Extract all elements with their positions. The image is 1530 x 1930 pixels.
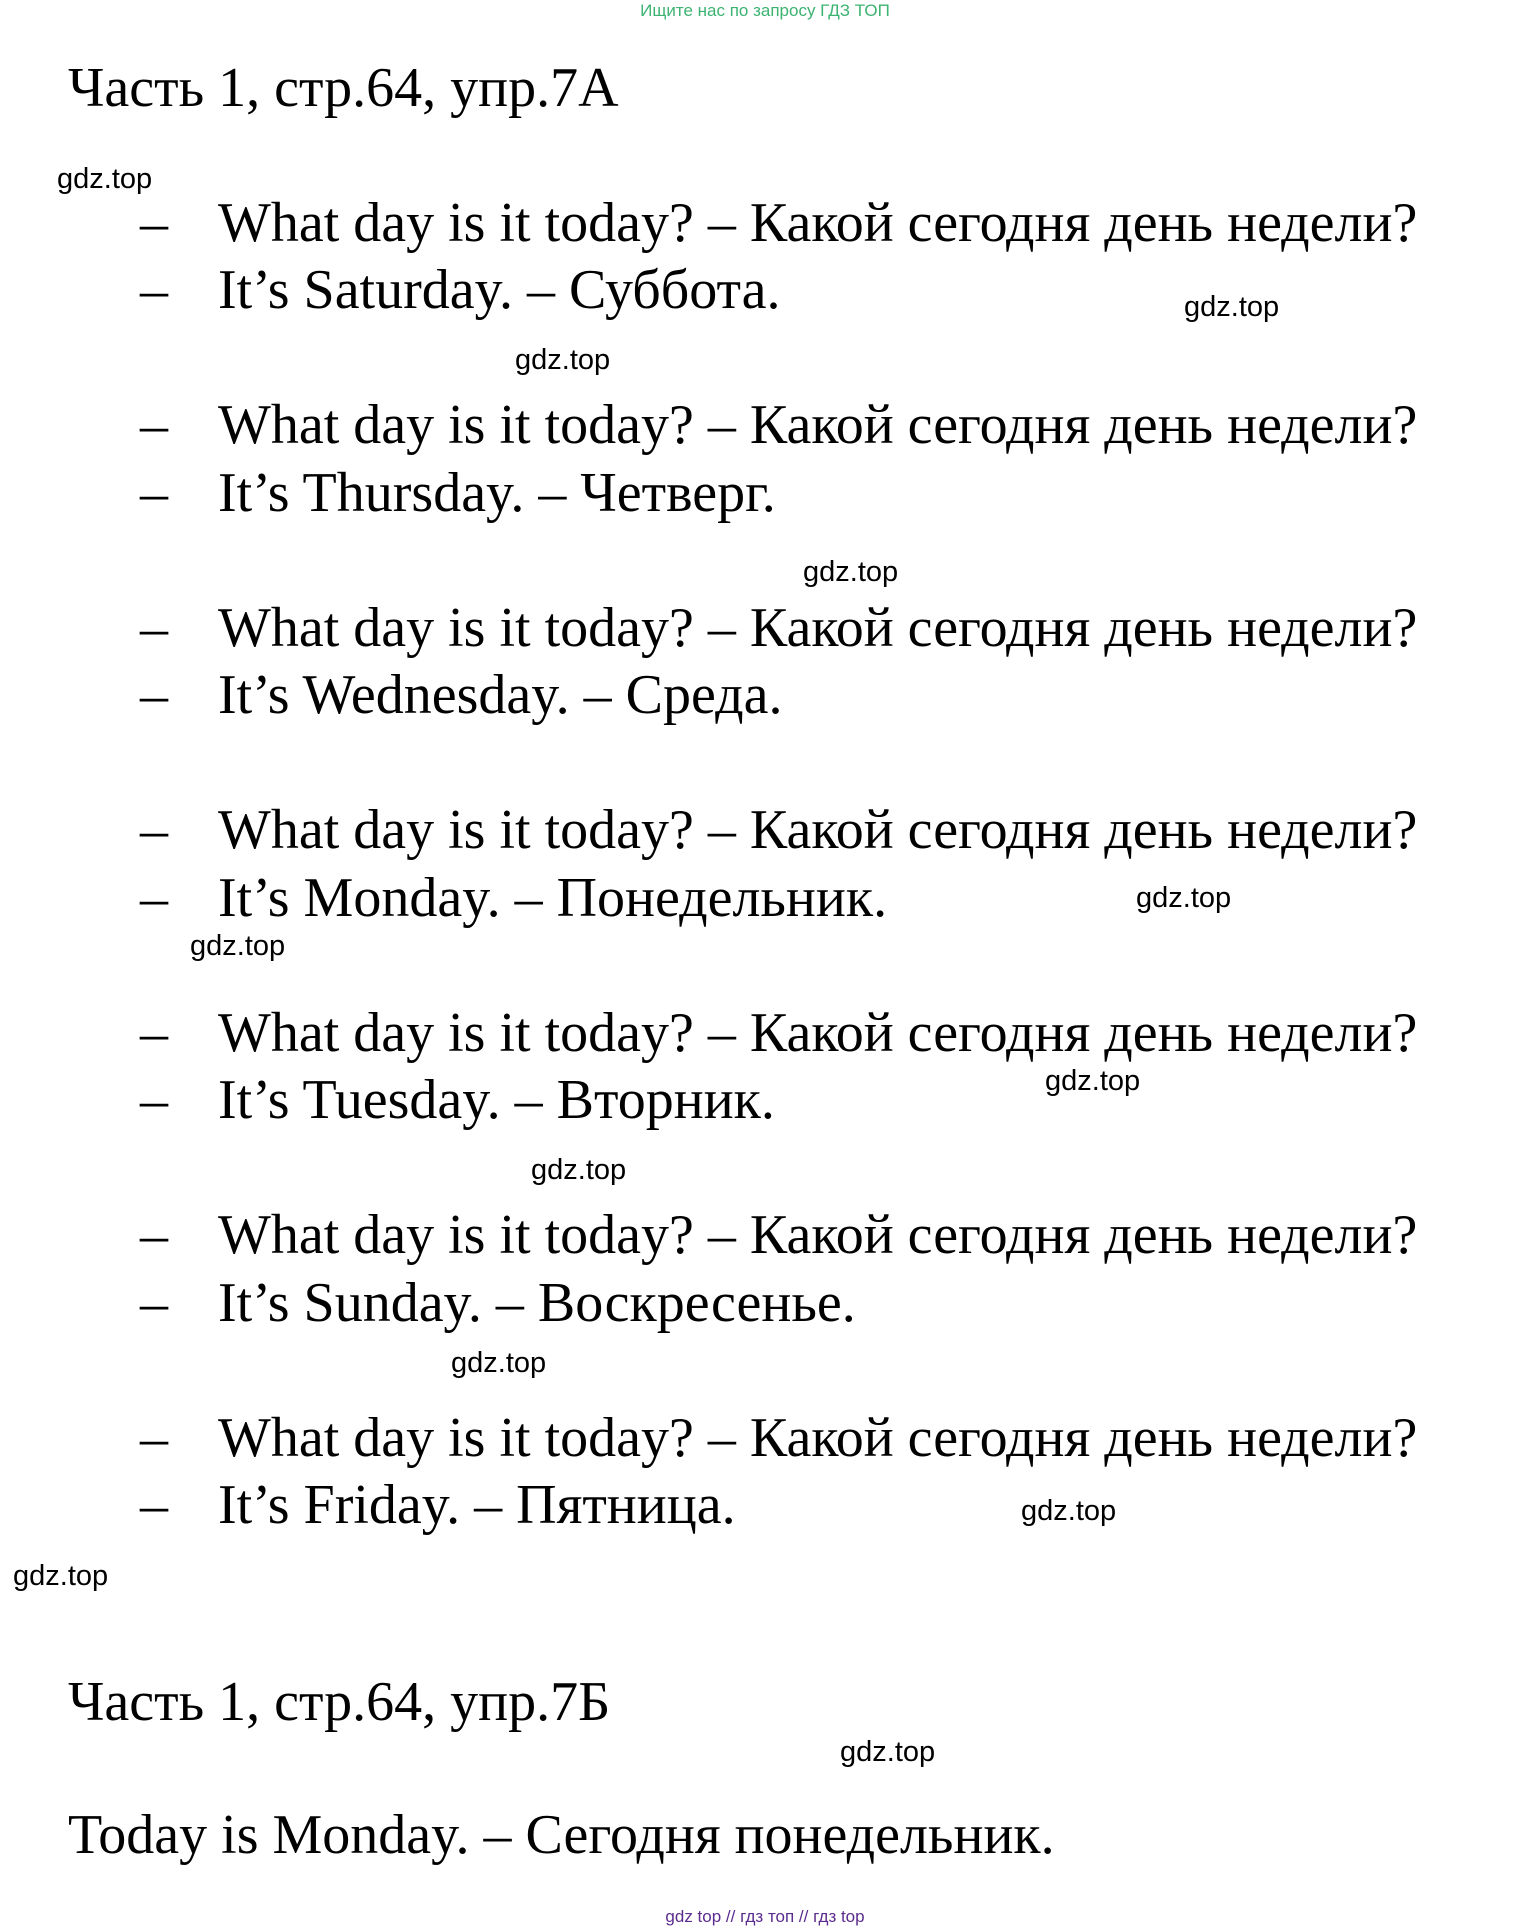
footer: gdz top // гдз топ // гдз top [665,1907,865,1926]
dash: – [140,597,168,659]
dash: – [140,259,168,321]
watermark: gdz.top [1184,291,1280,323]
watermark: gdz.top [13,1560,109,1592]
dash: – [140,1407,168,1469]
dialogue-5-answer [140,1068,775,1132]
question-text: What day is it today? – Какой сегодня день недели? [218,394,1418,456]
dialogue-1-answer [140,258,780,322]
watermark: gdz.top [57,163,153,195]
dialogue-7-question [140,1406,1417,1470]
answer-text: It’s Sunday. – Воскресенье. [218,1272,856,1334]
question-text: What day is it today? – Какой сегодня день недели? [218,192,1418,254]
section-a-heading: Часть 1, стр.64, упр.7А [68,57,619,119]
dash: – [140,1272,168,1334]
answer-text: It’s Thursday. – Четверг. [218,462,776,524]
question-text: What day is it today? – Какой сегодня день недели? [218,1002,1418,1064]
dash: – [140,192,168,254]
dialogue-4-question [140,798,1417,862]
dialogue-3-answer [140,663,782,727]
watermark: gdz.top [1045,1065,1141,1097]
dialogue-3-question [140,596,1417,660]
dash: – [140,1474,168,1536]
question-text: What day is it today? – Какой сегодня день недели? [218,1204,1418,1266]
dash: – [140,1002,168,1064]
dash: – [140,867,168,929]
watermark: gdz.top [531,1154,627,1186]
dash: – [140,1204,168,1266]
top-banner: Ищите нас по запросу ГДЗ ТОП [640,1,890,20]
watermark: gdz.top [840,1736,936,1768]
watermark: gdz.top [1136,882,1232,914]
dash: – [140,1069,168,1131]
watermark: gdz.top [515,344,611,376]
question-text: What day is it today? – Какой сегодня день недели? [218,799,1418,861]
section-b-text: Today is Monday. – Сегодня понедельник. [68,1804,1055,1866]
answer-text: It’s Tuesday. – Вторник. [218,1069,775,1131]
watermark: gdz.top [451,1347,547,1379]
question-text: What day is it today? – Какой сегодня день недели? [218,1407,1418,1469]
watermark: gdz.top [1021,1495,1117,1527]
question-text: What day is it today? – Какой сегодня день недели? [218,597,1418,659]
answer-text: It’s Friday. – Пятница. [218,1474,736,1536]
dialogue-5-question [140,1001,1417,1065]
dash: – [140,799,168,861]
watermark: gdz.top [190,930,286,962]
dash: – [140,462,168,524]
dash: – [140,394,168,456]
dialogue-4-answer [140,866,887,930]
dialogue-6-question [140,1203,1417,1267]
dialogue-1-question [140,191,1417,255]
dialogue-2-question [140,393,1417,457]
section-b-heading: Часть 1, стр.64, упр.7Б [68,1671,611,1733]
dialogue-2-answer [140,461,776,525]
watermark: gdz.top [803,556,899,588]
answer-text: It’s Saturday. – Суббота. [218,259,781,321]
dialogue-6-answer [140,1271,856,1335]
answer-text: It’s Wednesday. – Среда. [218,664,783,726]
answer-text: It’s Monday. – Понедельник. [218,867,888,929]
dialogue-7-answer [140,1473,736,1537]
dash: – [140,664,168,726]
